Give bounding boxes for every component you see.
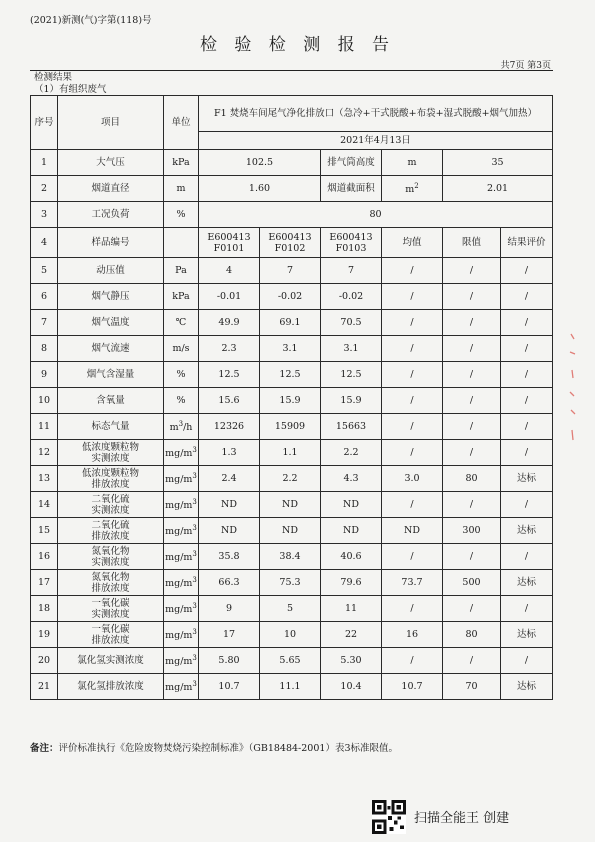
average-value: / [382, 388, 443, 414]
row-unit-2: m [382, 150, 443, 176]
footnote-label: 备注： [30, 743, 59, 754]
row-item: 烟道直径 [58, 176, 164, 202]
item-line-1: 烟气温度 [91, 317, 130, 328]
sample-value-3: 11 [321, 596, 382, 622]
row-unit [164, 440, 199, 466]
sample-value-2: 2.2 [260, 466, 321, 492]
table-row [31, 544, 553, 570]
sample-value-2: 15909 [260, 414, 321, 440]
item-line-2: 实测浓度 [91, 556, 130, 568]
header-row-outlet [31, 96, 553, 132]
item-line-1: 烟气流速 [91, 343, 130, 354]
sample-value-2: 5.65 [260, 648, 321, 674]
sample-value-2: 10 [260, 622, 321, 648]
row-item-2: 排气筒高度 [321, 150, 382, 176]
row-number: 16 [31, 544, 58, 570]
table-row [31, 466, 553, 492]
row-item [58, 310, 164, 336]
item-line-2: 实测浓度 [91, 452, 130, 464]
row-number: 12 [31, 440, 58, 466]
unit-base: mg/m [165, 500, 193, 512]
average-value: / [382, 596, 443, 622]
table-row [31, 284, 553, 310]
table-row [31, 150, 553, 176]
row-unit [164, 362, 199, 388]
row-item [58, 388, 164, 414]
table-row [31, 518, 553, 544]
row-value: 1.60 [199, 176, 321, 202]
limit-value: / [443, 492, 501, 518]
unit-base: Pa [175, 265, 187, 276]
unit-sup: 3 [192, 576, 197, 585]
sample-value-1: 9 [199, 596, 260, 622]
row-number: 8 [31, 336, 58, 362]
table-row [31, 202, 553, 228]
sample-value-2: 3.1 [260, 336, 321, 362]
unit-sup: 3 [192, 446, 197, 455]
row-number: 1 [31, 150, 58, 176]
row-number: 13 [31, 466, 58, 492]
evaluation-value: / [501, 388, 553, 414]
unit-base: m [169, 422, 179, 434]
average-value: 73.7 [382, 570, 443, 596]
evaluation-value: 达标 [501, 518, 553, 544]
sample-value-2: -0.02 [260, 284, 321, 310]
unit-sup: 2 [414, 182, 419, 191]
row-number: 6 [31, 284, 58, 310]
row-item: 工况负荷 [58, 202, 164, 228]
row-item [58, 544, 164, 570]
item-line-1: 一氧化碳 [91, 597, 130, 609]
row-unit [164, 466, 199, 492]
sample-value-1: 5.80 [199, 648, 260, 674]
row-item-2: 烟道截面积 [321, 176, 382, 202]
limit-value: / [443, 310, 501, 336]
unit-base: kPa [172, 291, 190, 302]
row-number: 5 [31, 258, 58, 284]
item-line-1: 标态气量 [91, 421, 130, 432]
sampling-date: 2021年4月13日 [199, 132, 553, 150]
sample-value-2: 1.1 [260, 440, 321, 466]
sample-value-2: 15.9 [260, 388, 321, 414]
sample-value-2: 12.5 [260, 362, 321, 388]
item-line-1: 氯化氢实测浓度 [77, 655, 144, 666]
item-line-1: 烟气含湿量 [86, 369, 135, 380]
section-line-1: 检测结果 [34, 72, 73, 83]
limit-value: / [443, 414, 501, 440]
table-row [31, 310, 553, 336]
row-unit [164, 336, 199, 362]
evaluation-value: / [501, 596, 553, 622]
sample-value-1: ND [199, 518, 260, 544]
sample-value-1: 2.4 [199, 466, 260, 492]
col-header-unit: 单位 [164, 96, 199, 150]
row-item [58, 648, 164, 674]
average-value: 3.0 [382, 466, 443, 492]
limit-value: 300 [443, 518, 501, 544]
evaluation-value: / [501, 336, 553, 362]
evaluation-value: / [501, 258, 553, 284]
row-item [58, 596, 164, 622]
average-value: / [382, 336, 443, 362]
limit-value: 500 [443, 570, 501, 596]
item-line-1: 低浓度颗粒物 [81, 467, 139, 479]
evaluation-value: / [501, 284, 553, 310]
row-item [58, 674, 164, 700]
scanner-watermark: 扫描全能王 创建 [414, 811, 510, 826]
unit-sup: 3 [192, 550, 197, 559]
evaluation-value: / [501, 414, 553, 440]
average-value: / [382, 258, 443, 284]
sample-value-3: 70.5 [321, 310, 382, 336]
unit-base: mg/m [165, 630, 193, 642]
row-value: 102.5 [199, 150, 321, 176]
sample-id-2: E600413 F0102 [260, 228, 321, 258]
table-row [31, 622, 553, 648]
results-table [30, 95, 553, 700]
row-unit [164, 596, 199, 622]
sample-value-2: 38.4 [260, 544, 321, 570]
unit-sup: 3 [192, 654, 197, 663]
row-unit [164, 622, 199, 648]
sample-value-1: 2.3 [199, 336, 260, 362]
sample-id-3: E600413 F0103 [321, 228, 382, 258]
sample-value-1: 17 [199, 622, 260, 648]
table-row [31, 492, 553, 518]
sample-value-3: 3.1 [321, 336, 382, 362]
row-unit [164, 414, 199, 440]
item-line-2: 实测浓度 [91, 504, 130, 516]
item-line-1: 烟气静压 [91, 291, 130, 302]
limit-value: 70 [443, 674, 501, 700]
sample-value-1: 4 [199, 258, 260, 284]
row-unit [164, 648, 199, 674]
unit-base: mg/m [165, 526, 193, 538]
item-line-1: 含氧量 [96, 395, 125, 406]
sample-value-1: 12326 [199, 414, 260, 440]
table-row [31, 648, 553, 674]
sample-value-3: 15663 [321, 414, 382, 440]
row-unit [164, 570, 199, 596]
col-header-limit: 限值 [443, 228, 501, 258]
row-item [58, 258, 164, 284]
sample-value-2: 7 [260, 258, 321, 284]
sample-value-3: 22 [321, 622, 382, 648]
row-item [58, 362, 164, 388]
limit-value: / [443, 440, 501, 466]
row-number: 15 [31, 518, 58, 544]
row-number: 4 [31, 228, 58, 258]
qr-code-icon [372, 800, 406, 834]
item-line-1: 一氧化碳 [91, 623, 130, 635]
row-item [58, 414, 164, 440]
row-item: 大气压 [58, 150, 164, 176]
unit-sup: 3 [192, 680, 197, 689]
unit-base: mg/m [165, 552, 193, 564]
sample-value-3: 40.6 [321, 544, 382, 570]
sample-value-1: 15.6 [199, 388, 260, 414]
average-value: / [382, 284, 443, 310]
row-unit-2 [382, 176, 443, 202]
section-heading [34, 72, 107, 96]
outlet-name: F1 焚烧车间尾气净化排放口（急冷+干式脱酸+布袋+湿式脱酸+烟气加热） [199, 96, 553, 132]
unit-sup: 3 [192, 498, 197, 507]
unit-sup: 3 [192, 524, 197, 533]
table-row [31, 176, 553, 202]
sample-value-2: 11.1 [260, 674, 321, 700]
average-value: / [382, 440, 443, 466]
average-value: / [382, 362, 443, 388]
table-row [31, 414, 553, 440]
sample-value-1: 1.3 [199, 440, 260, 466]
sample-value-1: ND [199, 492, 260, 518]
row-value: 80 [199, 202, 553, 228]
col-header-evaluation: 结果评价 [501, 228, 553, 258]
item-line-2: 排放浓度 [91, 530, 130, 542]
item-line-2: 实测浓度 [91, 608, 130, 620]
row-number: 3 [31, 202, 58, 228]
evaluation-value: 达标 [501, 674, 553, 700]
evaluation-value: / [501, 362, 553, 388]
evaluation-value: / [501, 440, 553, 466]
evaluation-value: / [501, 648, 553, 674]
sample-value-3: ND [321, 518, 382, 544]
limit-value: / [443, 284, 501, 310]
row-number: 2 [31, 176, 58, 202]
table-row [31, 388, 553, 414]
unit-base: m [405, 184, 415, 196]
row-number: 10 [31, 388, 58, 414]
limit-value: / [443, 544, 501, 570]
evaluation-value: / [501, 310, 553, 336]
evaluation-value: 达标 [501, 570, 553, 596]
average-value: / [382, 544, 443, 570]
unit-sup: 3 [192, 602, 197, 611]
item-line-1: 动压值 [96, 265, 125, 276]
sample-value-3: 5.30 [321, 648, 382, 674]
limit-value: / [443, 596, 501, 622]
row-unit [164, 544, 199, 570]
limit-value: / [443, 362, 501, 388]
row-unit [164, 388, 199, 414]
row-item [58, 284, 164, 310]
report-title: 检 验 检 测 报 告 [199, 35, 396, 55]
evaluation-value: 达标 [501, 622, 553, 648]
row-unit [164, 258, 199, 284]
row-unit [164, 492, 199, 518]
row-number: 14 [31, 492, 58, 518]
row-value-2: 2.01 [443, 176, 553, 202]
row-item [58, 570, 164, 596]
evaluation-value: / [501, 544, 553, 570]
item-line-1: 氯化氢排放浓度 [77, 681, 144, 692]
average-value: / [382, 310, 443, 336]
limit-value: / [443, 388, 501, 414]
table-row [31, 336, 553, 362]
sample-value-1: 35.8 [199, 544, 260, 570]
row-unit: kPa [164, 150, 199, 176]
limit-value: / [443, 336, 501, 362]
sample-value-1: 10.7 [199, 674, 260, 700]
row-unit [164, 284, 199, 310]
average-value: 10.7 [382, 674, 443, 700]
sample-value-2: 69.1 [260, 310, 321, 336]
table-row [31, 674, 553, 700]
limit-value: / [443, 258, 501, 284]
table-row [31, 362, 553, 388]
col-header-item: 项目 [58, 96, 164, 150]
unit-base: m/s [172, 343, 190, 354]
row-number: 20 [31, 648, 58, 674]
sample-value-3: 2.2 [321, 440, 382, 466]
average-value: ND [382, 518, 443, 544]
evaluation-value: / [501, 492, 553, 518]
row-number: 11 [31, 414, 58, 440]
sample-value-3: 10.4 [321, 674, 382, 700]
row-number: 7 [31, 310, 58, 336]
limit-value: / [443, 648, 501, 674]
unit-base: mg/m [165, 682, 193, 694]
average-value: / [382, 414, 443, 440]
footnote-text: 评价标准执行《危险废物焚烧污染控制标准》（GB18484-2001）表3标准限值。 [58, 743, 398, 754]
row-number: 17 [31, 570, 58, 596]
row-unit [164, 228, 199, 258]
row-number: 9 [31, 362, 58, 388]
header-rule [30, 70, 553, 71]
item-line-2: 排放浓度 [91, 582, 130, 594]
sample-value-3: ND [321, 492, 382, 518]
page-info: 共7页 第3页 [500, 61, 551, 71]
row-item [58, 518, 164, 544]
row-item [58, 336, 164, 362]
unit-base: mg/m [165, 578, 193, 590]
sample-value-2: ND [260, 518, 321, 544]
row-unit [164, 310, 199, 336]
row-number: 19 [31, 622, 58, 648]
row-item [58, 466, 164, 492]
row-number: 21 [31, 674, 58, 700]
sample-value-3: -0.02 [321, 284, 382, 310]
item-line-1: 氮氧化物 [91, 545, 130, 557]
unit-sup: 3 [192, 472, 197, 481]
unit-base: mg/m [165, 474, 193, 486]
sample-value-1: 49.9 [199, 310, 260, 336]
item-line-1: 二氧化硫 [91, 493, 130, 505]
sample-value-3: 12.5 [321, 362, 382, 388]
sample-value-2: 75.3 [260, 570, 321, 596]
table-row [31, 596, 553, 622]
row-number: 18 [31, 596, 58, 622]
limit-value: 80 [443, 622, 501, 648]
unit-base: % [176, 395, 186, 406]
sample-value-1: 12.5 [199, 362, 260, 388]
item-line-2: 排放浓度 [91, 478, 130, 490]
limit-value: 80 [443, 466, 501, 492]
sample-value-2: 5 [260, 596, 321, 622]
unit-base: mg/m [165, 604, 193, 616]
sample-value-3: 15.9 [321, 388, 382, 414]
average-value: / [382, 648, 443, 674]
row-item [58, 622, 164, 648]
item-line-1: 氮氧化物 [91, 571, 130, 583]
row-item: 样品编号 [58, 228, 164, 258]
average-value: / [382, 492, 443, 518]
table-row [31, 570, 553, 596]
sample-value-3: 4.3 [321, 466, 382, 492]
evaluation-value: 达标 [501, 466, 553, 492]
row-unit: % [164, 202, 199, 228]
unit-base: mg/m [165, 656, 193, 668]
row-unit [164, 674, 199, 700]
item-line-1: 低浓度颗粒物 [81, 441, 139, 453]
unit-tail: /h [183, 422, 193, 434]
unit-sup: 3 [192, 628, 197, 637]
seal-stamp-edge [567, 330, 577, 450]
sample-value-3: 79.6 [321, 570, 382, 596]
sample-value-3: 7 [321, 258, 382, 284]
item-line-2: 排放浓度 [91, 634, 130, 646]
sample-value-1: 66.3 [199, 570, 260, 596]
item-line-1: 二氧化硫 [91, 519, 130, 531]
section-line-2: （1）有组织废气 [34, 84, 107, 95]
table-row [31, 440, 553, 466]
row-value-2: 35 [443, 150, 553, 176]
document-number: (2021)新测(气)字第(118)号 [30, 15, 152, 26]
row-unit: m [164, 176, 199, 202]
sample-id-row [31, 228, 553, 258]
table-row [31, 258, 553, 284]
unit-base: mg/m [165, 448, 193, 460]
col-header-average: 均值 [382, 228, 443, 258]
row-item [58, 440, 164, 466]
row-item [58, 492, 164, 518]
footnote [30, 740, 398, 754]
sample-id-1: E600413 F0101 [199, 228, 260, 258]
col-header-no: 序号 [31, 96, 58, 150]
unit-base: ℃ [175, 317, 187, 328]
average-value: 16 [382, 622, 443, 648]
unit-base: % [176, 369, 186, 380]
sample-value-2: ND [260, 492, 321, 518]
sample-value-1: -0.01 [199, 284, 260, 310]
unit-sup: 3 [178, 420, 184, 429]
row-unit [164, 518, 199, 544]
